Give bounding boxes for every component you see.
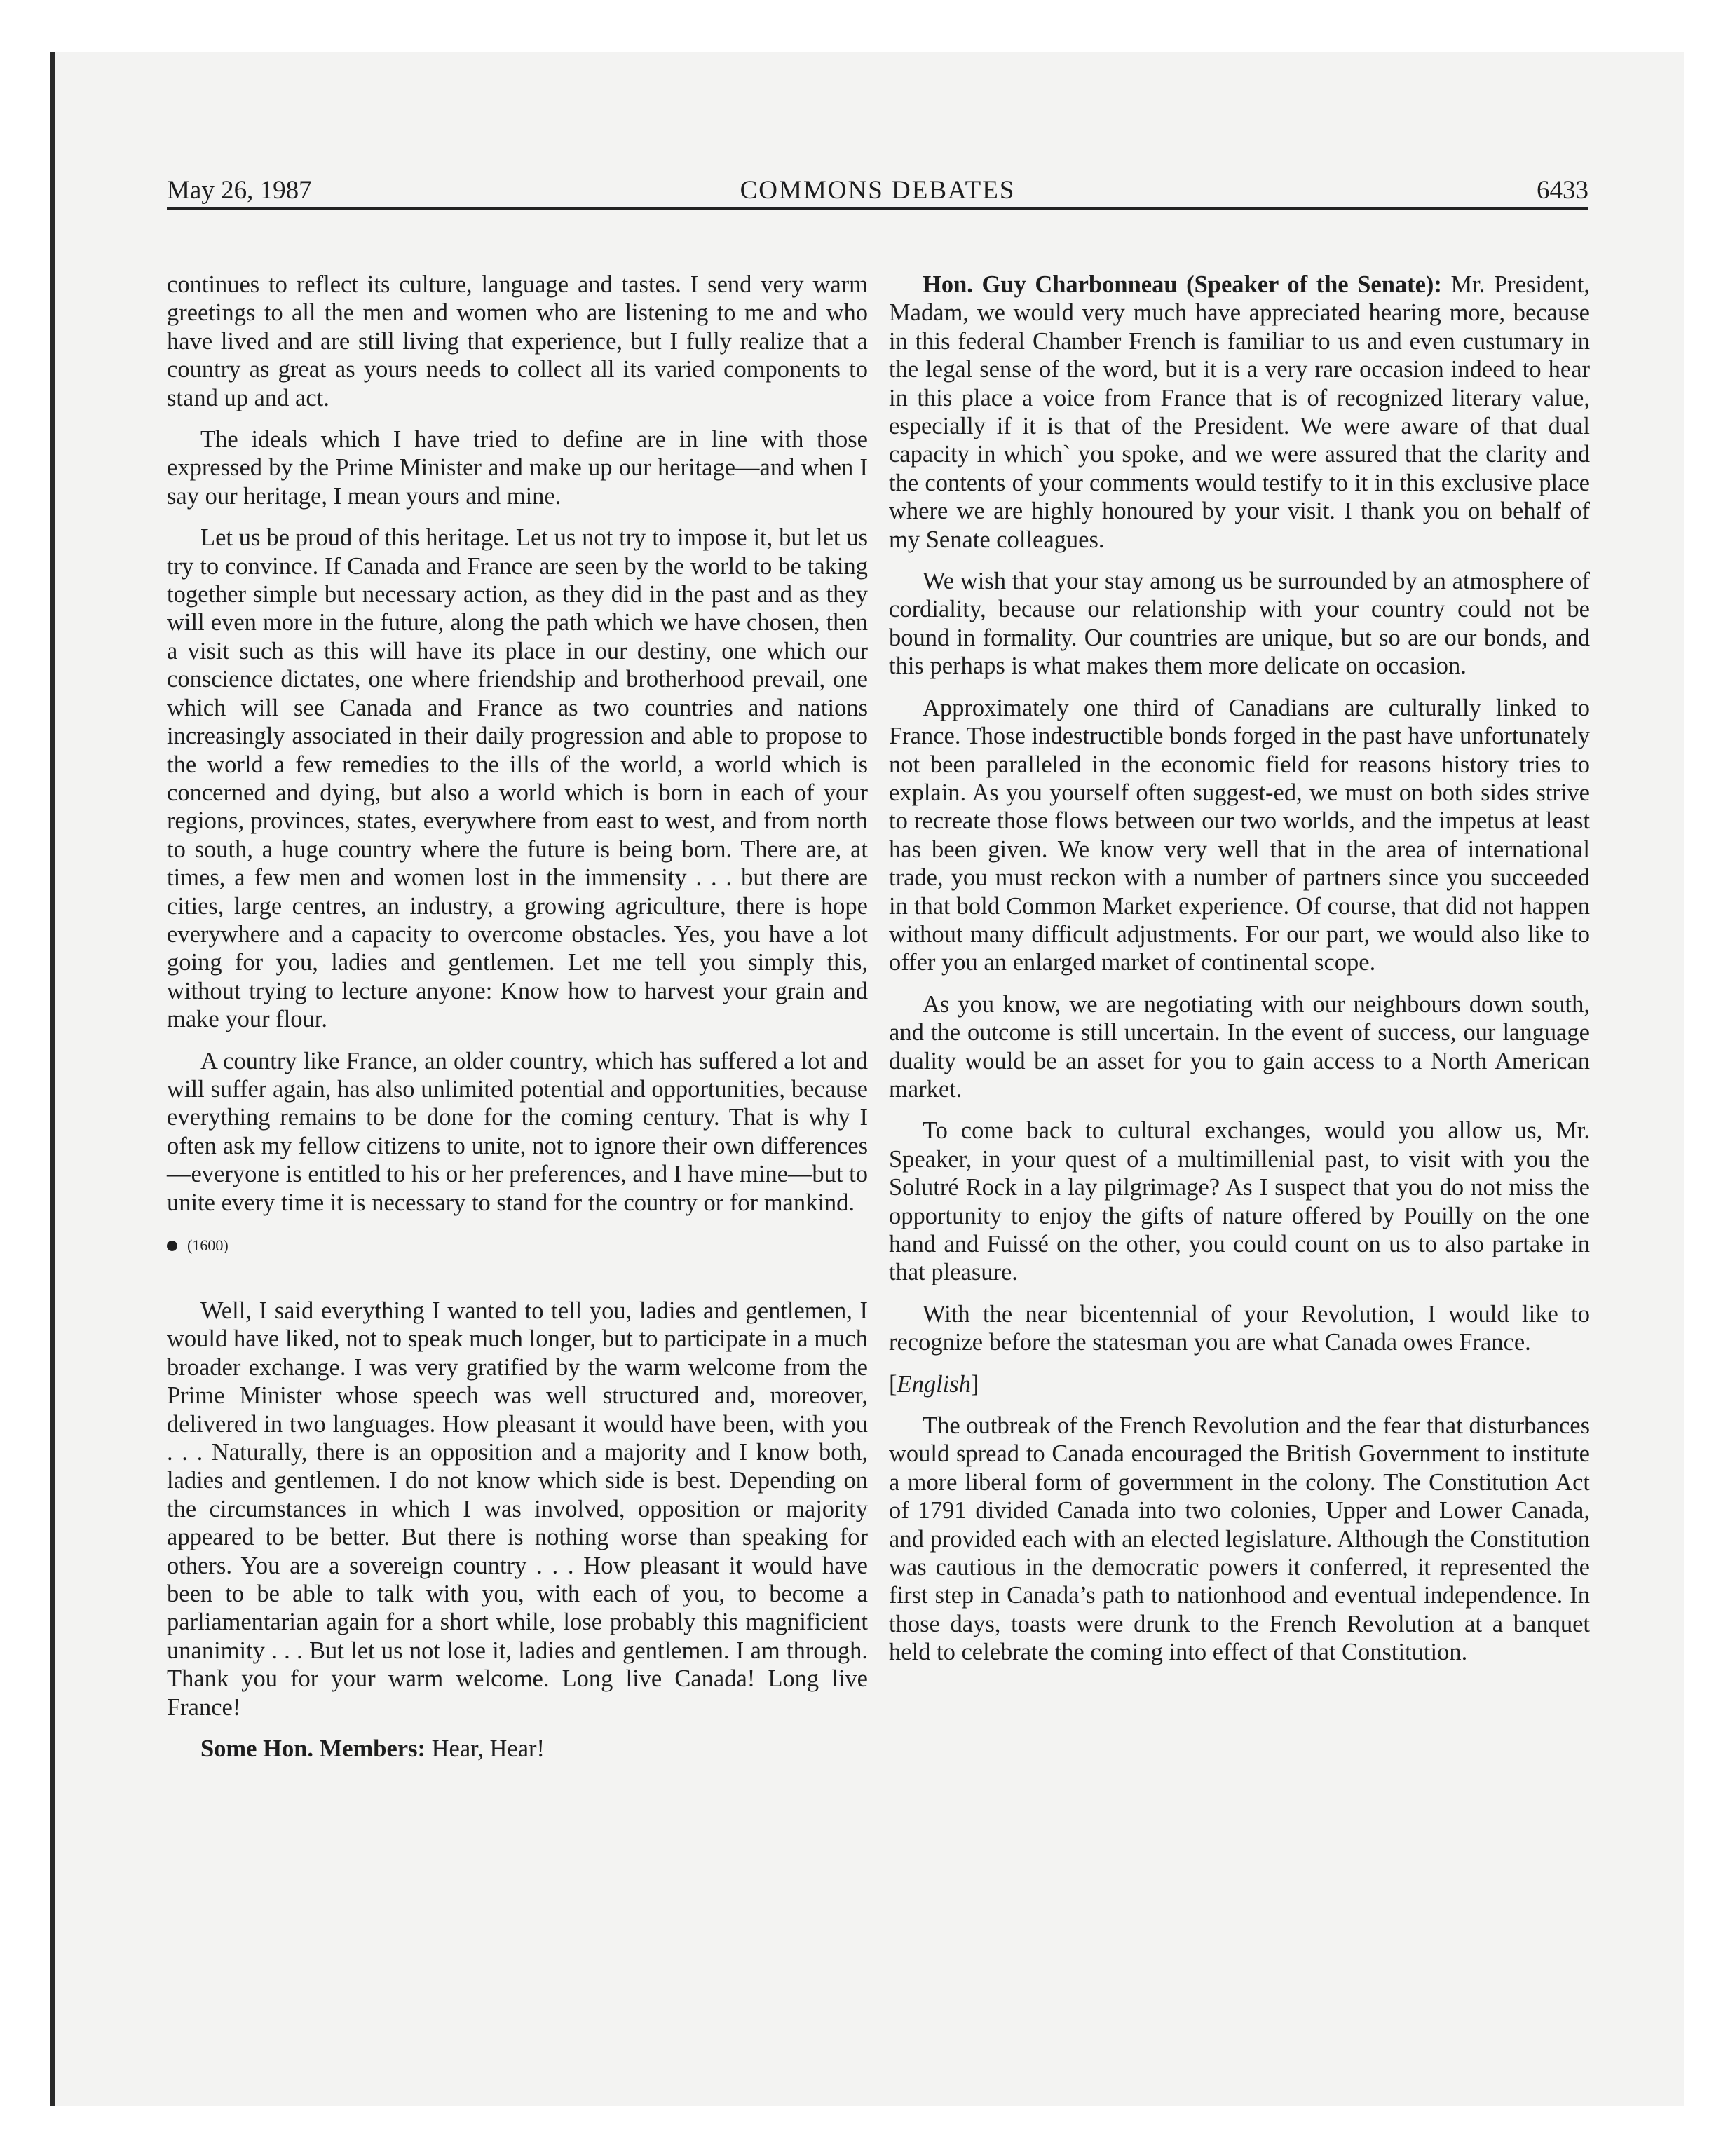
- paragraph: We wish that your stay among us be surrounded by an atmosphere of cordiality, because our relationship with your country could not be bound in formality. Our countries are unique, but so are our bonds, and this perhaps is what makes them more delicate on occasion.: [889, 568, 1590, 680]
- bracket-open: [: [889, 1370, 897, 1398]
- paragraph: Let us be proud of this heritage. Let us not try to impose it, but let us try to convince. If Canada and France are seen by the world to be taking together simple but necessary action, as they did in the past and as they will even more in the future, along the path which we have chosen, then a visit such as this will have its place in our destiny, one which our conscience dictates, one where friendship and brotherhood prevail, one which will see Canada and France as two countries and nations increasingly associated in their daily progression and able to propose to the world a few remedies to the ills of the world, a world which is concerned and dying, but also a world which is born in each of your regions, provinces, states, everywhere from east to west, and from north to south, a huge country where the future is being born. There are, at times, a few men and women lost in the immensity . . . but there are cities, large centres, an industry, a growing agriculture, there is hope everywhere and a capacity to overcome obstacles. Yes, you have a lot going for you, ladies and gentlemen. Let me tell you simply this, without trying to lecture anyone: Know how to harvest your grain and make your flour.: [167, 524, 868, 1033]
- language-label: English: [897, 1370, 971, 1398]
- page-binding-edge: [50, 52, 55, 2106]
- speaker-name: Hon. Guy Charbonneau (Speaker of the Senate):: [923, 271, 1442, 298]
- paragraph: The ideals which I have tried to define are in line with those expressed by the Prime Minister and make up our heritage—and when I say our heritage, I mean yours and mine.: [167, 426, 868, 510]
- bullet-icon: [167, 1241, 177, 1251]
- paragraph: As you know, we are negotiating with our neighbours down south, and the outcome is still uncertain. In the event of success, our language duality would be an asset for you to gain access to a North American market.: [889, 990, 1590, 1103]
- speech-text: Hear, Hear!: [425, 1735, 545, 1763]
- paragraph: [167, 1735, 868, 1763]
- paragraph: [889, 271, 1590, 554]
- paragraph: A country like France, an older country, which has suffered a lot and will suffer again, has also unlimited potential and opportunities, because everything remains to be done for the coming century. That is why I often ask my fellow citizens to unite, not to ignore their own differences—everyone is entitled to his or her preferences, and I have mine—but to unite every time it is necessary to stand for the country or for mankind.: [167, 1047, 868, 1216]
- paragraph: continues to reflect its culture, language and tastes. I send very warm greetings to all the men and women who are listening to me and who have lived and are still living that experience, but I fully realize that a country as great as yours needs to collect all its varied components to stand up and act.: [167, 271, 868, 411]
- header-title: COMMONS DEBATES: [740, 176, 1016, 205]
- paragraph: The outbreak of the French Revolution and the fear that disturbances would spread to Canada encouraged the British Government to institute a more liberal form of government in the colony. The Constitution Act of 1791 divided Canada into two colonies, Upper and Lower Canada, and provided each with an elected legislature. Although the Constitution was cautious in the democratic powers it conferred, it represented the first step in Canada’s path to nationhood and eventual independence. In those days, toasts were drunk to the French Revolution at a banquet held to celebrate the coming into effect of that Constitution.: [889, 1412, 1590, 1666]
- paragraph: Approximately one third of Canadians are culturally linked to France. Those indestructible bonds forged in the past have unfortunately not been paralleled in the economic field for reasons history tries to explain. As you yourself often suggest-ed, we must on both sides strive to recreate those flows between our two worlds, and the impetus at least has been given. We know very well that in the area of international trade, you must reckon with a number of partners since you succeeded in that bold Common Market experience. Of course, that did not happen without many difficult adjustments. For our part, we would also like to offer you an enlarged market of continental scope.: [889, 694, 1590, 976]
- speech-text: Mr. President, Madam, we would very much have appreciated hearing more, because in this federal Chamber French is familiar to us and even custumary in the legal sense of the word, but it is a very rare occasion indeed to hear in this place a voice from France that is of recognized literary value, especially if it is that of the President. We were aware of that dual capacity in which` you spoke, and we were assured that the clarity and the contents of your comments would testify to it in this exclusive place where we are highly honoured by your visit. I thank you on behalf of my Senate colleagues.: [889, 271, 1590, 553]
- page-header: [167, 174, 1588, 210]
- language-marker: [889, 1370, 1590, 1398]
- right-column: [889, 271, 1590, 1680]
- left-column: [167, 271, 868, 1777]
- header-date: May 26, 1987: [167, 176, 312, 205]
- speaker-name: Some Hon. Members:: [200, 1735, 426, 1763]
- paragraph: To come back to cultural exchanges, would you allow us, Mr. Speaker, in your quest of a multimillenial past, to visit with you the Solutré Rock in a lay pilgrimage? As I suspect that you do not miss the opportunity to enjoy the gifts of nature offered by Pouilly on the one hand and Fuissé on the other, you could count on us to also partake in that pleasure.: [889, 1117, 1590, 1286]
- paragraph: Well, I said everything I wanted to tell you, ladies and gentlemen, I would have liked, not to speak much longer, but to participate in a much broader exchange. I was very gratified by the warm welcome from the Prime Minister whose speech was well structured and, moreover, delivered in two languages. How pleasant it would have been, with you . . . Naturally, there is an opposition and a majority and I know both, ladies and gentlemen. I do not know which side is best. Depending on the circumstances in which I was involved, opposition or majority appeared to be better. But there is nothing worse than speaking for others. You are a sovereign country . . . How pleasant it would have been to be able to talk with you, with each of you, to become a parliamentarian again for a short while, lose probably this magnificient unanimity . . . But let us not lose it, ladies and gentlemen. I am through. Thank you for your warm welcome. Long live Canada! Long live France!: [167, 1297, 868, 1721]
- time-marker: [167, 1235, 868, 1256]
- header-page-number: 6433: [1537, 176, 1588, 205]
- time-marker-text: (1600): [187, 1236, 229, 1254]
- paragraph: With the near bicentennial of your Revolution, I would like to recognize before the statesman you are what Canada owes France.: [889, 1300, 1590, 1356]
- bracket-close: ]: [970, 1370, 979, 1398]
